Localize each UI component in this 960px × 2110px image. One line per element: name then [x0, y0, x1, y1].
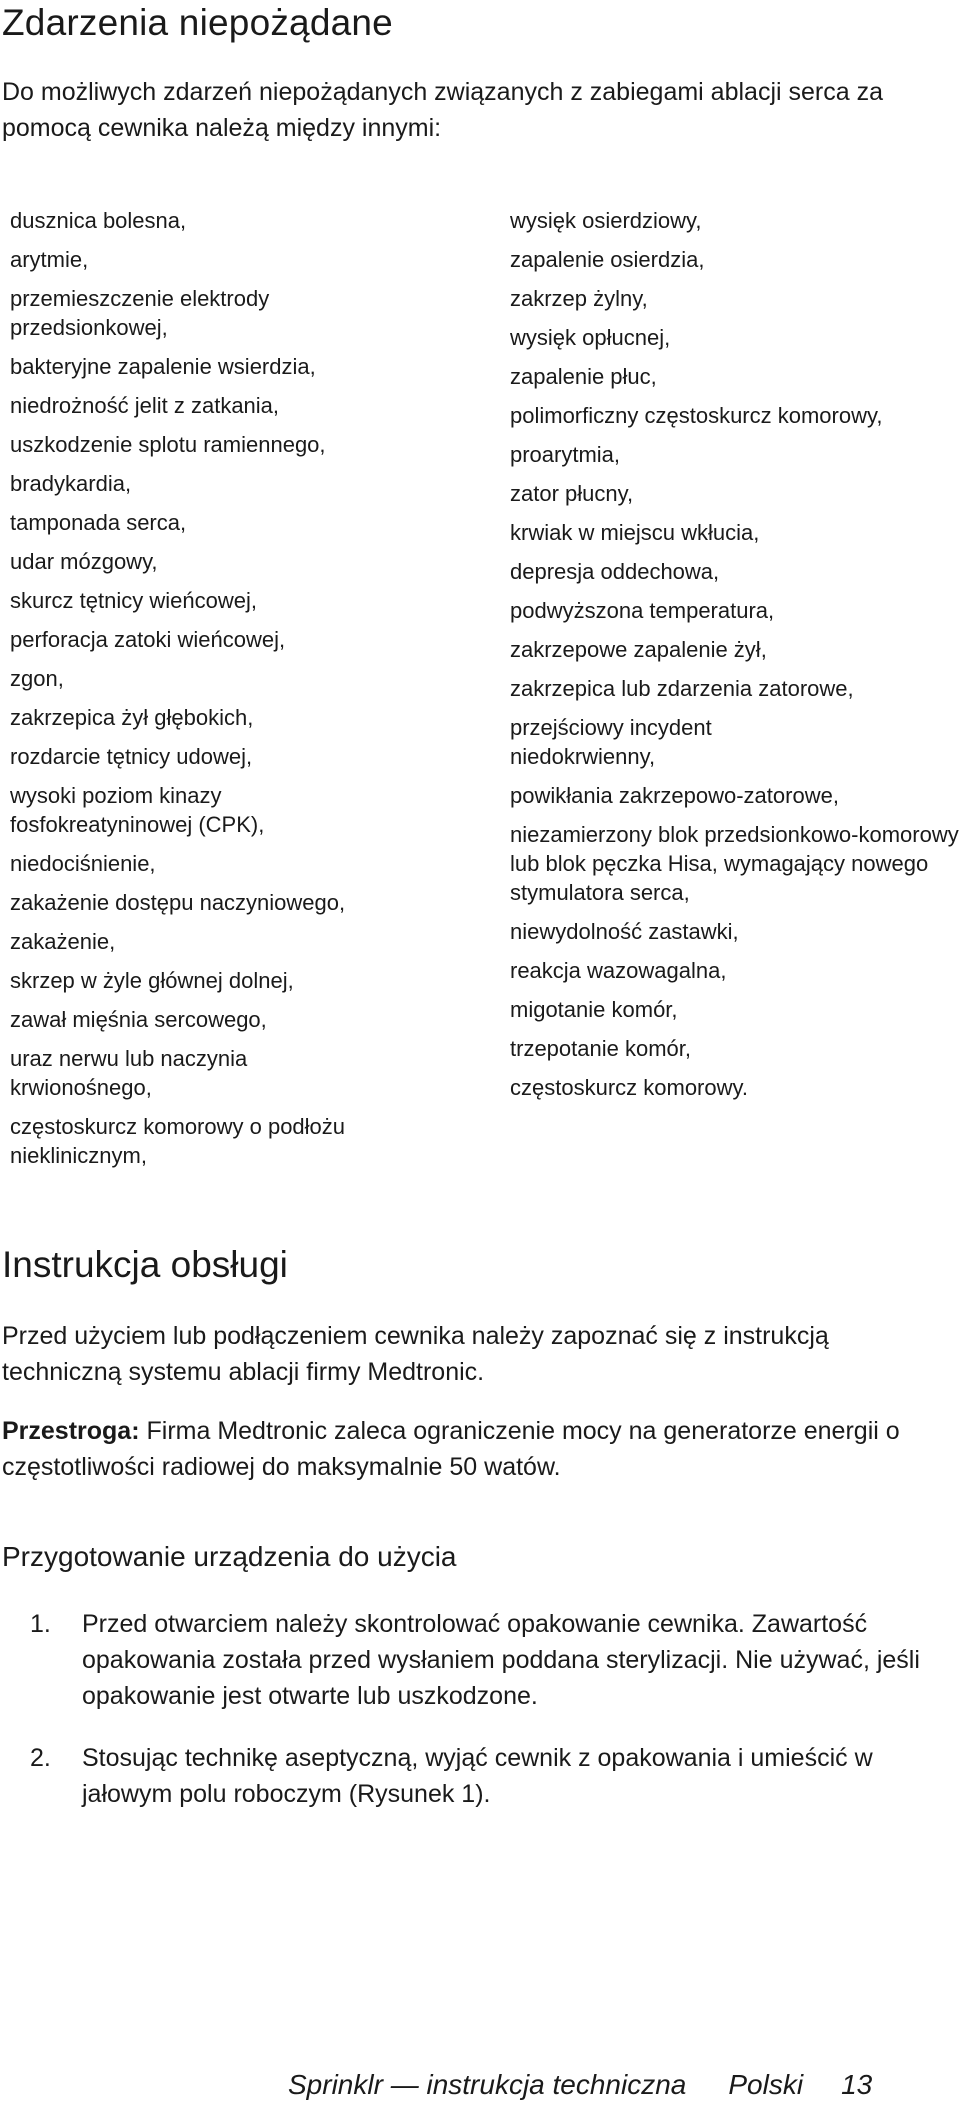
- list-item: proarytmia,: [510, 442, 621, 467]
- list-item: zgon,: [10, 666, 64, 691]
- intro-paragraph: Do możliwych zdarzeń niepożądanych związanych z zabiegami ablacji serca za pomocą cewnika należą między innymi:: [2, 78, 883, 142]
- list-item: tamponada serca,: [10, 510, 187, 535]
- step-item: [30, 1740, 930, 1812]
- footer-language: Polski: [728, 2069, 804, 2100]
- list-item: niedrożność jelit z zatkania,: [10, 393, 280, 418]
- list-item: rozdarcie tętnicy udowej,: [10, 744, 253, 769]
- caution-text: Firma Medtronic zaleca ograniczenie mocy na generatorze energii o częstotliwości radiowej do maksymalnie 50 watów.: [2, 1417, 900, 1481]
- adverse-events-list-left: [10, 206, 480, 1180]
- list-item: migotanie komór,: [510, 997, 678, 1022]
- section-title-instructions: Instrukcja obsługi: [2, 1244, 288, 1285]
- list-item: perforacja zatoki wieńcowej,: [10, 627, 286, 652]
- list-item: zator płucny,: [510, 481, 634, 506]
- list-item: udar mózgowy,: [10, 549, 158, 574]
- list-item: bradykardia,: [10, 471, 132, 496]
- list-item: zakrzepica żył głębokich,: [10, 705, 254, 730]
- caution-paragraph: [2, 1413, 942, 1485]
- list-item: skurcz tętnicy wieńcowej,: [10, 588, 257, 613]
- page-number: 13: [841, 2069, 873, 2100]
- list-item: skrzep w żyle głównej dolnej,: [10, 968, 294, 993]
- list-item: zapalenie osierdzia,: [510, 247, 705, 272]
- preparation-steps: [30, 1606, 930, 1838]
- list-item: zakażenie dostępu naczyniowego,: [10, 890, 346, 915]
- list-item: zakrzepica lub zdarzenia zatorowe,: [510, 676, 854, 701]
- list-item: przemieszczenie elektrody przedsionkowej,: [10, 286, 270, 340]
- list-item: wysięk osierdziowy,: [510, 208, 702, 233]
- list-item: wysoki poziom kinazy fosfokreatyninowej (CPK),: [10, 783, 265, 837]
- page-footer: [288, 2068, 872, 2102]
- instructions-paragraph: Przed użyciem lub podłączeniem cewnika należy zapoznać się z instrukcją techniczną systemu ablacji firmy Medtronic.: [2, 1322, 829, 1386]
- list-item: niezamierzony blok przedsionkowo-komorowy lub blok pęczka Hisa, wymagający nowego stymulatora serca,: [510, 822, 959, 905]
- list-item: zakrzep żylny,: [510, 286, 648, 311]
- list-item: niewydolność zastawki,: [510, 919, 739, 944]
- list-item: zawał mięśnia sercowego,: [10, 1007, 267, 1032]
- list-item: zakażenie,: [10, 929, 116, 954]
- list-item: depresja oddechowa,: [510, 559, 720, 584]
- list-item: polimorficzny częstoskurcz komorowy,: [510, 403, 883, 428]
- caution-label: Przestroga:: [2, 1417, 140, 1445]
- footer-doc-title: Sprinklr — instrukcja techniczna: [288, 2069, 687, 2100]
- section-title-preparation: Przygotowanie urządzenia do użycia: [2, 1541, 457, 1572]
- list-item: dusznica bolesna,: [10, 208, 187, 233]
- list-item: podwyższona temperatura,: [510, 598, 775, 623]
- step-item: [30, 1606, 930, 1714]
- list-item: zapalenie płuc,: [510, 364, 657, 389]
- list-item: trzepotanie komór,: [510, 1036, 691, 1061]
- list-item: reakcja wazowagalna,: [510, 958, 727, 983]
- list-item: częstoskurcz komorowy.: [510, 1075, 748, 1100]
- list-item: zakrzepowe zapalenie żył,: [510, 637, 767, 662]
- step-number: 1.: [30, 1610, 51, 1638]
- list-item: wysięk opłucnej,: [510, 325, 671, 350]
- step-number: 2.: [30, 1744, 51, 1772]
- list-item: powikłania zakrzepowo-zatorowe,: [510, 783, 839, 808]
- list-item: uszkodzenie splotu ramiennego,: [10, 432, 326, 457]
- step-text: Stosując technikę aseptyczną, wyjąć cewnik z opakowania i umieścić w jałowym polu roboczym (Rysunek 1).: [82, 1744, 873, 1808]
- adverse-events-list-right: [510, 206, 960, 1112]
- list-item: częstoskurcz komorowy o podłożu nieklinicznym,: [10, 1114, 346, 1168]
- list-item: arytmie,: [10, 247, 89, 272]
- list-item: przejściowy incydent niedokrwienny,: [510, 715, 712, 769]
- list-item: uraz nerwu lub naczynia krwionośnego,: [10, 1046, 248, 1100]
- list-item: bakteryjne zapalenie wsierdzia,: [10, 354, 316, 379]
- section-title-adverse-events: Zdarzenia niepożądane: [2, 2, 393, 43]
- list-item: krwiak w miejscu wkłucia,: [510, 520, 760, 545]
- step-text: Przed otwarciem należy skontrolować opakowanie cewnika. Zawartość opakowania została przed wysłaniem poddana sterylizacji. Nie używać, jeśli opakowanie jest otwarte lub uszkodzone.: [82, 1610, 920, 1710]
- list-item: niedociśnienie,: [10, 851, 156, 876]
